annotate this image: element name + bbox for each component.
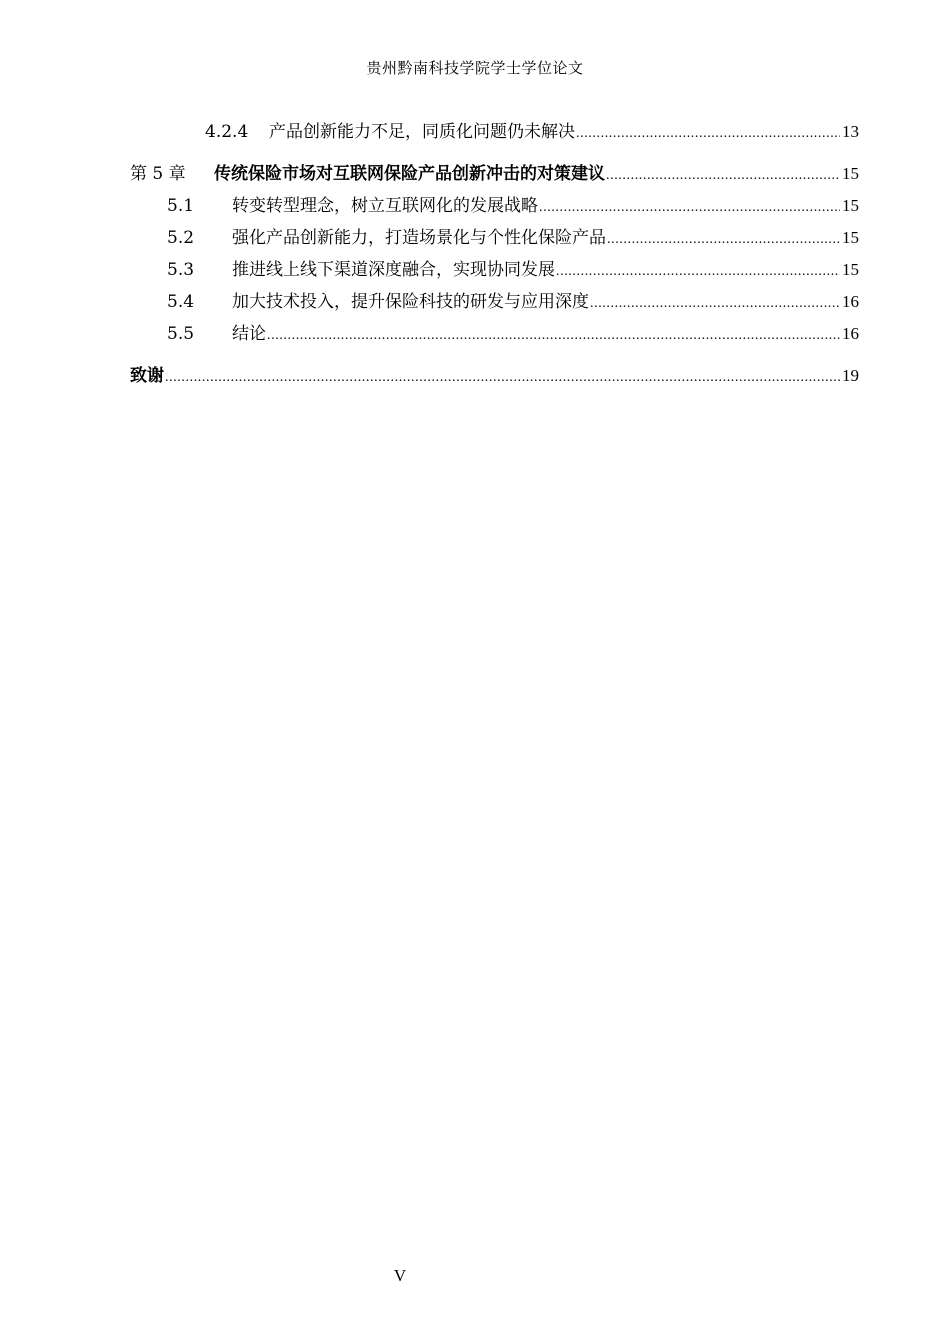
toc-entry-title: 传统保险市场对互联网保险产品创新冲击的对策建议 <box>214 164 605 184</box>
toc-entry-page: 15 <box>842 228 859 247</box>
toc-entry-page: 16 <box>842 292 859 311</box>
toc-entry-page: 15 <box>842 260 859 279</box>
toc-entry-page: 13 <box>842 122 859 141</box>
toc-entry-page: 15 <box>842 196 859 215</box>
toc-entry-number: 第 5 章 <box>130 164 186 184</box>
toc-entry-number: 5.3 <box>167 260 195 280</box>
toc-entry-title: 结论 <box>232 324 266 344</box>
toc-leader-dots <box>606 165 840 187</box>
toc-leader-dots <box>556 261 840 283</box>
toc-entry-page: 19 <box>842 366 859 385</box>
toc-leader-dots <box>590 293 840 315</box>
toc-entry-title: 产品创新能力不足，同质化问题仍未解决 <box>269 122 575 142</box>
toc-entry-acknowledgements[interactable] <box>130 365 859 389</box>
toc-entry-4-2-4[interactable] <box>205 121 859 145</box>
toc-leader-dots <box>267 325 840 347</box>
toc-entry-number: 4.2.4 <box>205 122 249 142</box>
toc-entry-number: 5.4 <box>167 292 195 312</box>
toc-entry-page: 15 <box>842 164 859 183</box>
page-header: 贵州黔南科技学院学士学位论文 <box>366 59 584 77</box>
toc-entry-5-4[interactable] <box>167 291 859 315</box>
toc-entry-number: 5.1 <box>167 196 195 216</box>
toc-entry-number: 5.2 <box>167 228 195 248</box>
toc-entry-title: 致谢 <box>130 366 164 386</box>
toc-leader-dots <box>539 197 840 219</box>
toc-entry-5-3[interactable] <box>167 259 859 283</box>
toc-leader-dots <box>607 229 840 251</box>
toc-entry-5-2[interactable] <box>167 227 859 251</box>
toc-entry-page: 16 <box>842 324 859 343</box>
toc-entry-title: 转变转型理念，树立互联网化的发展战略 <box>232 196 538 216</box>
toc-entry-title: 强化产品创新能力，打造场景化与个性化保险产品 <box>232 228 606 248</box>
toc-leader-dots <box>576 123 840 145</box>
toc-leader-dots <box>165 367 840 389</box>
toc-entry-title: 推进线上线下渠道深度融合，实现协同发展 <box>232 260 555 280</box>
toc-entry-title: 加大技术投入，提升保险科技的研发与应用深度 <box>232 292 589 312</box>
toc-entry-5-1[interactable] <box>167 195 859 219</box>
toc-entry-5-5[interactable] <box>167 323 859 347</box>
page-number: V <box>393 1266 407 1285</box>
toc-entry-number: 5.5 <box>167 324 195 344</box>
toc-entry-chapter-5[interactable] <box>130 163 859 187</box>
